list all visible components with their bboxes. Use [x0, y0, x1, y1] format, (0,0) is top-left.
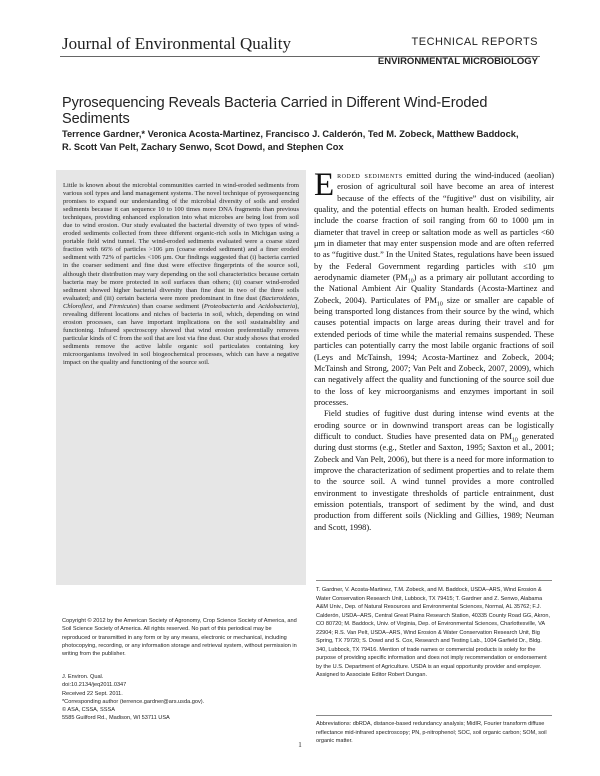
- affiliation-rule: [316, 580, 552, 581]
- abbreviations-rule: [316, 715, 552, 716]
- copyright-notice: Copyright © 2012 by the American Society of Agronomy, Crop Science Society of America, and Soil Science Society of America. All rights reserved. No part of this periodical may be reproduced or transmitted in any form or by any means, electronic or mechanical, including photocopying, recording, or any information storage and retrieval system, without permission in writing from the publisher.: [62, 618, 297, 658]
- article-meta: [62, 673, 297, 723]
- abbreviations: Abbreviations: dbRDA, distance-based redundancy analysis; MidIR, Fourier transform diffuse reflectance mid-infrared spectroscopy; PN, p-nitrophenol; SOC, soil organic carbon; SOM, soil organic matter.: [316, 721, 547, 744]
- corresponding-author[interactable]: *Corresponding author (terrence.gardner@ars.usda.gov).: [62, 698, 205, 705]
- paragraph-1-text: emitted during the wind-induced (aeolian) erosion of agricultural soil have become an area of interest because of the effects of the “fugitive” dust on visibility, air quality, and the potential effects on human health. Eroded sediments include the coarse fraction of soil ranging from 60 to 1000 μm in diameter that travel in creep or saltation mode as well as particles <60 μm in diameter that may enter suspension mode and are often referred to as “fugitive dust.” In the United States, regulations have been issued by the Federal Government regarding particles with ≤10 μm aerodynamic diameter $(PM_{10})$ as a primary air pollutant according to the National Ambient Air Quality Standards (Acosta-Martinez and Zobeck, 2004). Particulates of $PM_{10}$ size or smaller are capable of being transported long distances from their source by the wind, which causes potential impacts on large areas during their travel and for extended periods of time while the material remains suspended. These particles can potentially carry the most labile organic fractions of soil (Leys and McTainsh, 1994; Acosta-Martinez and Zobeck, 2004; McTainsh and Strong, 2007; Van Pelt and Zobeck, 2007, 2009), which can negatively affect the quality and functioning of the source soil due to the loss of key microorganisms and enzymes important in soil processes.: [314, 171, 554, 407]
- abstract-text: Little is known about the microbial communities carried in wind-eroded sediments from various soil types and land management systems. The novel technique of pyrosequencing promises to expand our understanding of the microbial diversity of soils and eroded sediments because it can sequence 10 to 100 times more DNA fragments than previous techniques, providing enhanced exploration into what microbes are being lost from soil due to wind erosion. Our study evaluated the bacterial diversity of two types of wind-eroded sediments collected from three different organic-rich soils in Michigan using a portable field wind tunnel. The wind-eroded sediments evaluated were a coarse sized fraction with 66% of particles >106 μm (coarse eroded sediment) and a finer eroded sediment with 72% of particles <106 μm. Our findings suggested that (i) bacteria carried in the coarser sediment and fine dust were effective fingerprints of the source soil, although their distribution may vary depending on the soil characteristics because certain bacteria may be more protected in soil surfaces than others; (ii) coarser wind-eroded sediment showed higher bacterial diversity than fine dust in two of the three soils evaluated; and (iii) certain bacteria were more predominant in fine dust (Bacteroidetes, Chloroflexi, and Firmicutes) than coarse sediment (Proteobacteria and Acidobacteria), revealing different locations and niches of bacteria in soil, which, depending on wind erosion processes, can have important implications on the soil sustainability and functioning. Infrared spectroscopy showed that wind erosion preferentially removes particular kinds of C from the soil that are lost via fine dust. Our study shows that eroded sediments remove the active labile organic soil particulates containing key microorganisms involved in soil biogeochemical processes, which can have a negative impact on the quality and functioning of the source soil.: [63, 182, 299, 367]
- subsection-label: ENVIRONMENTAL MICROBIOLOGY: [377, 56, 538, 67]
- journal-abbrev: J. Environ. Qual.: [62, 674, 104, 680]
- publisher-address: 5585 Guilford Rd., Madison, WI 53711 USA: [62, 715, 170, 722]
- publisher: © ASA, CSSA, SSSA: [62, 707, 115, 714]
- journal-title: Journal of Environmental Quality: [62, 34, 291, 53]
- lead-caps: roded sediments: [337, 171, 403, 180]
- authors-line-1: Terrence Gardner,* Veronica Acosta-Martinez, Francisco J. Calderón, Ted M. Zobeck, Matthew Baddock,: [62, 129, 519, 139]
- section-label: TECHNICAL REPORTS: [411, 36, 538, 48]
- doi[interactable]: doi:10.2134/jeq2011.0347: [62, 682, 127, 689]
- body-column: [314, 167, 554, 533]
- drop-cap: E: [314, 167, 335, 203]
- body-paragraph-2: Field studies of fugitive dust during intense wind events at the eroding source or in downwind transport areas can be logistically difficult to conduct. Studies have presented data on $PM_{10}$ generated during dust storms (e.g., Stetler and Saxton, 1995; Saxton et al., 2001; Zobeck and Van Pelt, 2006), but there is a need for more information to improve the characterization of sediment properties and to relate them to the source soil. A wind tunnel provides a more controlled environment to investigate thresholds of particle entrainment, dust emission potentials, transport of sediment by the wind, and dust production from different soils (Nickling and Gillies, 1989; Neuman and Scott, 1998).: [314, 409, 554, 532]
- page-number: 1: [298, 741, 302, 749]
- received-date: Received 22 Sept. 2011.: [62, 690, 123, 697]
- author-list: [62, 128, 542, 154]
- article-title: Pyrosequencing Reveals Bacteria Carried in Different Wind-Eroded Sediments: [62, 95, 488, 127]
- affiliations: T. Gardner, V. Acosta-Martinez, T.M. Zobeck, and M. Baddock, USDA–ARS, Wind Erosion & Water Conservation Research Unit, Lubbock, TX 79415; T. Gardner and Z. Senwo, Alabama A&M Univ., Dep. of Natural Resources and Environmental Sciences, Normal, AL 35762; F.J. Calderón, USDA–ARS, Central Great Plains Research Station, 40335 County Road GG, Akron, CO 80720; M. Baddock, Univ. of Virginia, Dep. of Environmental Sciences, Charlottesville, VA 22904; R.S. Van Pelt, USDA–ARS, Wind Erosion & Water Conservation Research Unit, Big Spring, TX 79720; S. Dowd and S. Cox, Research and Testing Lab., 1004 Garfield Dr., Bldg. 340, Lubbock, TX 79416. Mention of trade names or commercial products is solely for the purpose of providing specific information and does not imply recommendation or endorsement by the U.S. Department of Agriculture. USDA is an equal opportunity provider and employer. Assigned to Associate Editor Robert Dungan.: [316, 587, 551, 678]
- body-paragraph-1: [314, 167, 554, 408]
- authors-line-2: R. Scott Van Pelt, Zachary Senwo, Scot Dowd, and Stephen Cox: [62, 142, 344, 152]
